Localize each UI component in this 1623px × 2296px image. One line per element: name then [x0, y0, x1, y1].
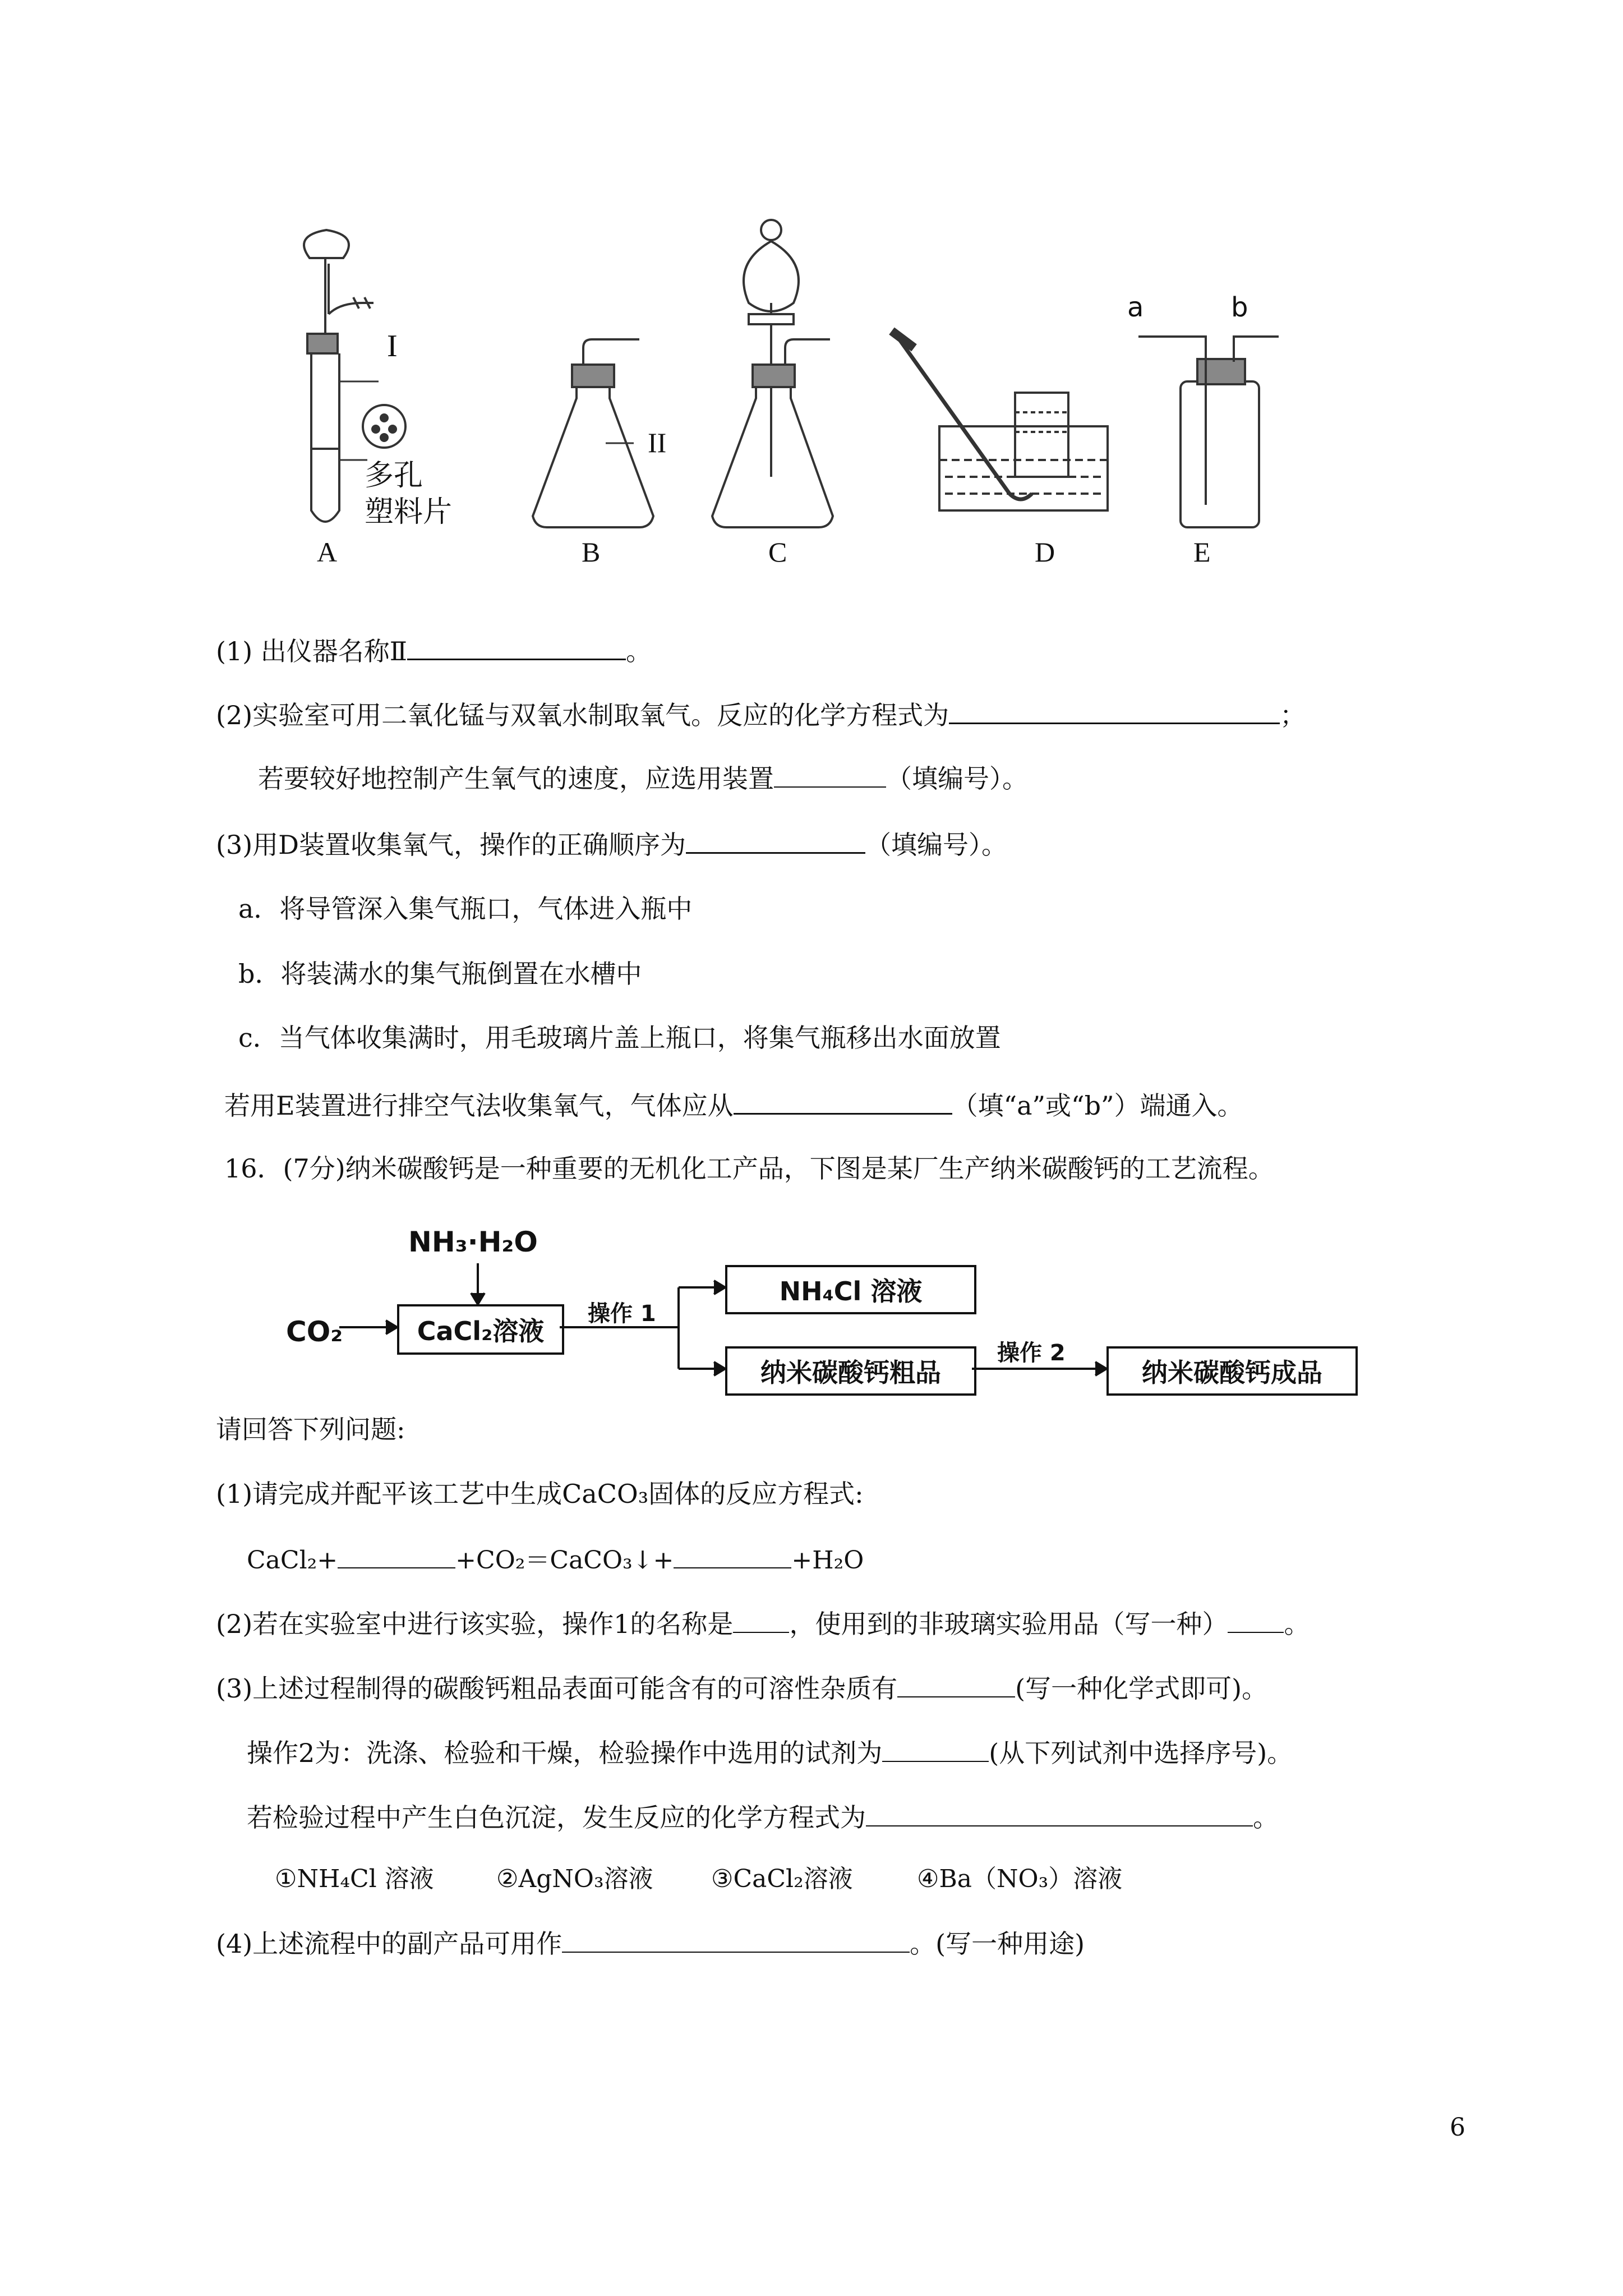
q16-reagent-2: ②AgNO₃溶液 [496, 1865, 653, 1893]
q15-option-b: b．将装满水的集气瓶倒置在水槽中 [238, 959, 642, 989]
q15-option-c: c．当气体收集满时，用毛玻璃片盖上瓶口，将集气瓶移出水面放置 [238, 1023, 1001, 1053]
q16-part4: (4)上述流程中的副产品可用作 。(写一种用途) [216, 1927, 1085, 1959]
q16-equation: CaCl₂+ +CO₂＝CaCO₃↓+ +H₂O [247, 1543, 864, 1576]
q16-part3c: 若检验过程中产生白色沉淀，发生反应的化学方程式为 。 [247, 1801, 1279, 1833]
q15-part1: (1) 出仪器名称Ⅱ 。 [216, 634, 652, 667]
q16-blank-5[interactable] [866, 1801, 1253, 1826]
q16-blank-4[interactable] [882, 1736, 989, 1762]
apparatus-label-a: A [317, 536, 338, 568]
flow-product-box: 纳米碳酸钙成品 [1106, 1346, 1358, 1396]
q15-part3: (3)用D装置收集氧气，操作的正确顺序为 （填编号）。 [216, 827, 1007, 861]
q15-part2: (2)实验室可用二氧化锰与双氧水制取氧气。反应的化学方程式为 ； [216, 698, 1306, 731]
apparatus-label-e: E [1193, 536, 1211, 568]
q16-reagent-4: ④Ba（NO₃）溶液 [917, 1865, 1123, 1893]
porous-plate-label-2: 塑料片 [365, 495, 453, 529]
apparatus-label-i: I [387, 329, 398, 364]
q16-blank-6[interactable] [562, 1927, 910, 1953]
q15-part3b: 若用E装置进行排空气法收集氧气，气体应从 （填“a”或“b”）端通入。 [224, 1088, 1243, 1121]
flow-cacl2-box: CaCl₂溶液 [397, 1304, 564, 1355]
q15-part2b: 若要较好地控制产生氧气的速度，应选用装置 （填编号）。 [258, 762, 1028, 794]
q16-blank-2b[interactable] [1228, 1607, 1284, 1633]
apparatus-label-d: D [1035, 536, 1055, 568]
q16-part1: (1)请完成并配平该工艺中生成CaCO₃固体的反应方程式: [216, 1479, 864, 1509]
apparatus-label-c: C [768, 536, 787, 568]
q16-blank-2a[interactable] [733, 1607, 789, 1633]
q16-eq-blank-2[interactable] [674, 1543, 791, 1568]
flow-crude-box: 纳米碳酸钙粗品 [725, 1346, 976, 1396]
q16-part2: (2)若在实验室中进行该实验，操作1的名称是 ，使用到的非玻璃实验用品（写一种） 。 [216, 1607, 1310, 1640]
q16-ask: 请回答下列问题: [216, 1414, 405, 1444]
q16-reagent-1: ①NH₄Cl 溶液 [275, 1865, 434, 1893]
flow-nh4cl-box: NH₄Cl 溶液 [725, 1265, 976, 1314]
apparatus-label-b: B [582, 536, 601, 568]
q16-part3: (3)上述过程制得的碳酸钙粗品表面可能含有的可溶性杂质有 (写一种化学式即可)。 [216, 1672, 1267, 1704]
q16-part3b: 操作2为：洗涤、检验和干燥，检验操作中选用的试剂为 (从下列试剂中选择序号)。 [247, 1736, 1293, 1769]
q15-option-a: a．将导管深入集气瓶口，气体进入瓶中 [238, 894, 693, 924]
flow-co2: CO₂ [286, 1315, 343, 1348]
q16-reagent-3: ③CaCl₂溶液 [711, 1865, 853, 1893]
q16-eq-blank-1[interactable] [338, 1543, 455, 1568]
tube-label-b: b [1231, 292, 1248, 323]
flow-nh3: NH₃·H₂O [408, 1226, 538, 1258]
q16-intro: 16．(7分)纳米碳酸钙是一种重要的无机化工产品，下图是某厂生产纳米碳酸钙的工艺流程。 [224, 1153, 1274, 1184]
flow-op1: 操作 1 [588, 1301, 656, 1327]
tube-label-a: a [1127, 292, 1144, 323]
porous-plate-label-1: 多孔 [365, 459, 423, 493]
page-number: 6 [1450, 2113, 1465, 2142]
q16-blank-3[interactable] [897, 1672, 1015, 1697]
flow-op2: 操作 2 [997, 1340, 1066, 1366]
apparatus-label-ii: II [648, 427, 667, 458]
